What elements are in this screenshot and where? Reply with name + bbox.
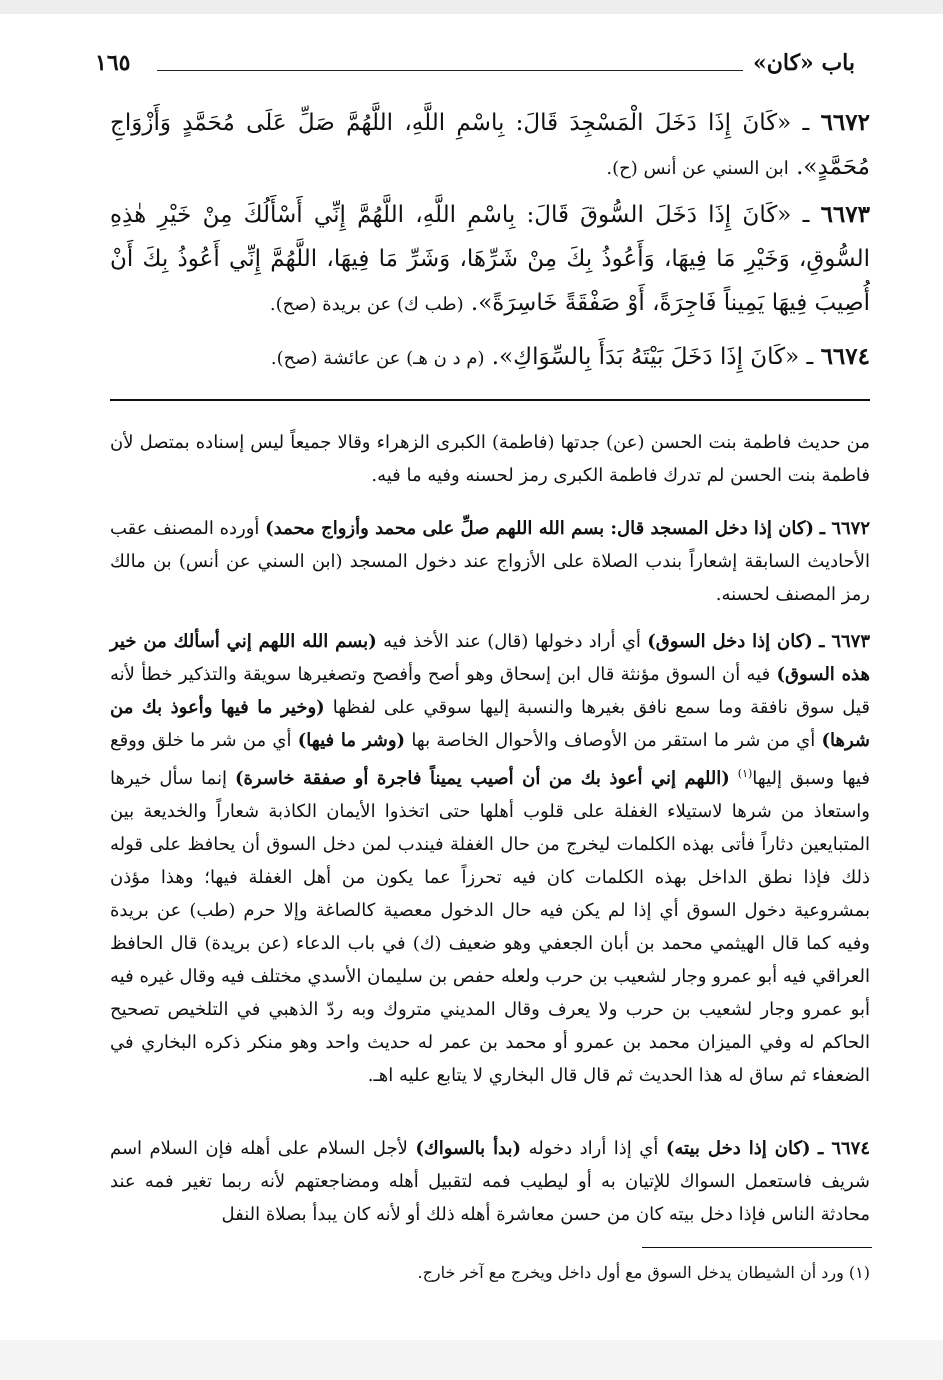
commentary-text: من حديث فاطمة بنت الحسن (عن) جدتها (فاطمة) الكبرى الزهراء وقالا جميعاً ليس إسناده بمتصل لأن فاطمة بنت الحسن لم تدرك فاطمة الكبرى رمز لحسنه وفيه ما فيه. <box>110 432 870 486</box>
scan-edge-bottom <box>0 1340 943 1380</box>
hadith-source: (م د ن هـ) عن عائشة (صح). <box>270 348 485 369</box>
hadith-number: ٦٦٧٤ <box>820 343 870 370</box>
commentary-text: (طب) عن بريدة وفيه كما قال الهيثمي محمد بن أبان الجعفي وهو ضعيف (ك) في باب الدعاء (عن بريدة) قال الحافظ العراقي فيه أبو عمرو وجار لشعيب بن حرب ولعله حفص بن سليمان الأسدي مختلف فيه وقال غيره فيه أبو عمرو وجار لشعيب بن حرب ولا يعرف وقال المديني متروك وبه ردّ الذهبي في التلخيص تصحيح الحاكم له وفي الميزان محمد بن عمرو أو محمد بن عمر له حديث واحد وهو منكر ذكره البخاري في الضعفاء ثم ساق له هذا الحديث ثم قال قال البخاري لا يتابع عليه اهـ. <box>110 900 870 1086</box>
page-header <box>95 50 855 84</box>
commentary-lemma: (كان إذا دخل السوق) <box>647 631 813 652</box>
commentary-text: أي من شر ما خلق ووقع فيها وسبق إليها <box>110 730 870 789</box>
commentary-lemma: (وشر ما فيها) <box>297 730 406 751</box>
commentary-text: لأجل السلام على أهله فإن السلام اسم شريف فاستعمل السواك للإتيان به أو ليطيب فمه لتقبيل أهله ومضاجعتهم لأنه ربما تغير فمه عند محادثة الناس فإذا دخل بيته كان من حسن معاشرة أهله ذلك أو لأنه كان يبدأ بصلاة النفل <box>110 1138 870 1225</box>
hadith-number: ٦٦٧٢ <box>820 109 870 136</box>
commentary-text: أي إذا أراد دخوله <box>528 1138 659 1159</box>
running-title: باب «كان» <box>752 50 855 76</box>
scan-edge-top <box>0 0 943 14</box>
footnote-divider <box>642 1247 872 1248</box>
hadith-source: ابن السني عن أنس (ح). <box>606 158 789 179</box>
commentary-lemma: (كان إذا دخل بيته) <box>665 1138 811 1159</box>
hadith-text: «كَانَ إِذَا دَخَلَ السُّوقَ قَالَ: بِاسْمِ اللَّهِ، اللَّهُمَّ إِنِّي أَسْأَلُكَ مِنْ خَيْرِ هٰذِهِ السُّوقِ، وَخَيْرِ مَا فِيهَا، وَأَعُوذُ بِكَ مِنْ شَرِّهَا، وَشَرِّ مَا فِيهَا، اللَّهُمَّ إِنِّي أَعُوذُ بِكَ أَنْ أُصِيبَ فِيهَا يَمِيناً فَاجِرَةً، أَوْ صَفْقَةً خَاسِرَةً». <box>110 202 870 316</box>
hadith-6674: ٦٦٧٤ ـ «كَانَ إِذَا دَخَلَ بَيْتَهُ بَدَأَ بِالسِّوَاكِ». (م د ن هـ) عن عائشة (صح). <box>270 343 870 370</box>
commentary-text: إنما سأل خيرها واستعاذ من شرها لاستيلاء الغفلة على قلوب أهلها حتى اتخذوا الأيمان الكاذبة شعاراً والخديعة بين المتبايعين دثاراً فأتى بهذه الكلمات ليخرج من حال الغفلة فيندب لمن دخل السوق أن يحافظ على قوله ذلك فإذا نطق الداخل بهذه الكلمات كان فيه تحرزاً عما يكون من أهل الغفلة فيها؛ وهذا مؤذن بمشروعية دخول السوق أي إذا لم يكن فيه حال الدخول معصية كالصاغة وإلا حرم <box>110 768 870 921</box>
hadith-6673: ٦٦٧٣ ـ «كَانَ إِذَا دَخَلَ السُّوقَ قَالَ: بِاسْمِ اللَّهِ، اللَّهُمَّ إِنِّي أَسْأَلُكَ مِنْ خَيْرِ هٰذِهِ السُّوقِ، وَخَيْرِ مَا فِيهَا، وَأَعُوذُ بِكَ مِنْ شَرِّهَا، وَشَرِّ مَا فِيهَا، اللَّهُمَّ إِنِّي أَعُوذُ بِكَ أَنْ أُصِيبَ فِيهَا يَمِيناً فَاجِرَةً، أَوْ صَفْقَةً خَاسِرَةً». (طب ك) عن بريدة (صح). <box>110 201 870 316</box>
commentary-6673 <box>110 625 870 1092</box>
hadith-source: (طب ك) عن بريدة (صح). <box>269 294 464 315</box>
commentary-lemma: (بدأ بالسواك) <box>415 1138 522 1159</box>
commentary-lemma: (وخير ما فيها وأعوذ بك من شرها) <box>110 697 870 751</box>
hadith-6672: ٦٦٧٢ ـ «كَانَ إِذَا دَخَلَ الْمَسْجِدَ قَالَ: بِاسْمِ اللَّهِ، اللَّهُمَّ صَلِّ عَلَى مُحَمَّدٍ وَأَزْوَاجِ مُحَمَّدٍ». ابن السني عن أنس (ح). <box>110 109 870 180</box>
hadith-number: ٦٦٧٣ <box>820 201 870 228</box>
commentary-intro <box>110 426 870 492</box>
commentary-text: أي من شر ما استقر من الأوصاف والأحوال الخاصة بها <box>411 730 816 751</box>
section-divider <box>110 399 870 401</box>
hadith-text: «كَانَ إِذَا دَخَلَ بَيْتَهُ بَدَأَ بِالسِّوَاكِ». <box>491 344 800 370</box>
commentary-text: أورده المصنف عقب الأحاديث السابقة إشعاراً بندب الصلاة على الأزواج عند دخول المسجد (ابن السني عن أنس) بن مالك رمز المصنف لحسنه. <box>110 518 871 605</box>
commentary-6672 <box>110 512 870 611</box>
page-number: ١٦٥ <box>95 50 131 76</box>
commentary-number: ٦٦٧٢ ـ <box>819 518 870 539</box>
commentary-number: ٦٦٧٤ ـ <box>818 1138 871 1159</box>
footnote-text: (١) ورد أن الشيطان يدخل السوق مع أول داخل ويخرج مع آخر خارج. <box>417 1263 870 1282</box>
footnote <box>110 1260 870 1286</box>
commentary-6674 <box>110 1132 870 1231</box>
commentary-text: أي أراد دخولها (قال) عند الأخذ فيه <box>383 631 641 652</box>
commentary-lemma: (اللهم إني أعوذ بك من أن أصيب يميناً فاجرة أو صفقة خاسرة) <box>234 768 730 789</box>
footnote-reference: (١) <box>737 767 753 780</box>
commentary-lemma: (كان إذا دخل المسجد قال: بسم الله اللهم صلِّ على محمد وأزواج محمد) <box>265 518 814 539</box>
header-rule <box>157 70 743 71</box>
commentary-lemma: (بسم الله اللهم إني أسألك من خير هذه السوق) <box>110 631 870 685</box>
commentary-text: فيه أن السوق مؤنثة قال ابن إسحاق وهو أصح وأفصح وتصغيرها سويقة والتذكير خطأ لأنه قيل سوق نافقة وما سمع نافق بغيرها والنسبة إليها سوقي على لفظها <box>110 664 870 718</box>
commentary-number: ٦٦٧٣ ـ <box>819 631 870 652</box>
hadith-text: «كَانَ إِذَا دَخَلَ الْمَسْجِدَ قَالَ: بِاسْمِ اللَّهِ، اللَّهُمَّ صَلِّ عَلَى مُحَمَّدٍ وَأَزْوَاجِ مُحَمَّدٍ». <box>110 110 870 180</box>
